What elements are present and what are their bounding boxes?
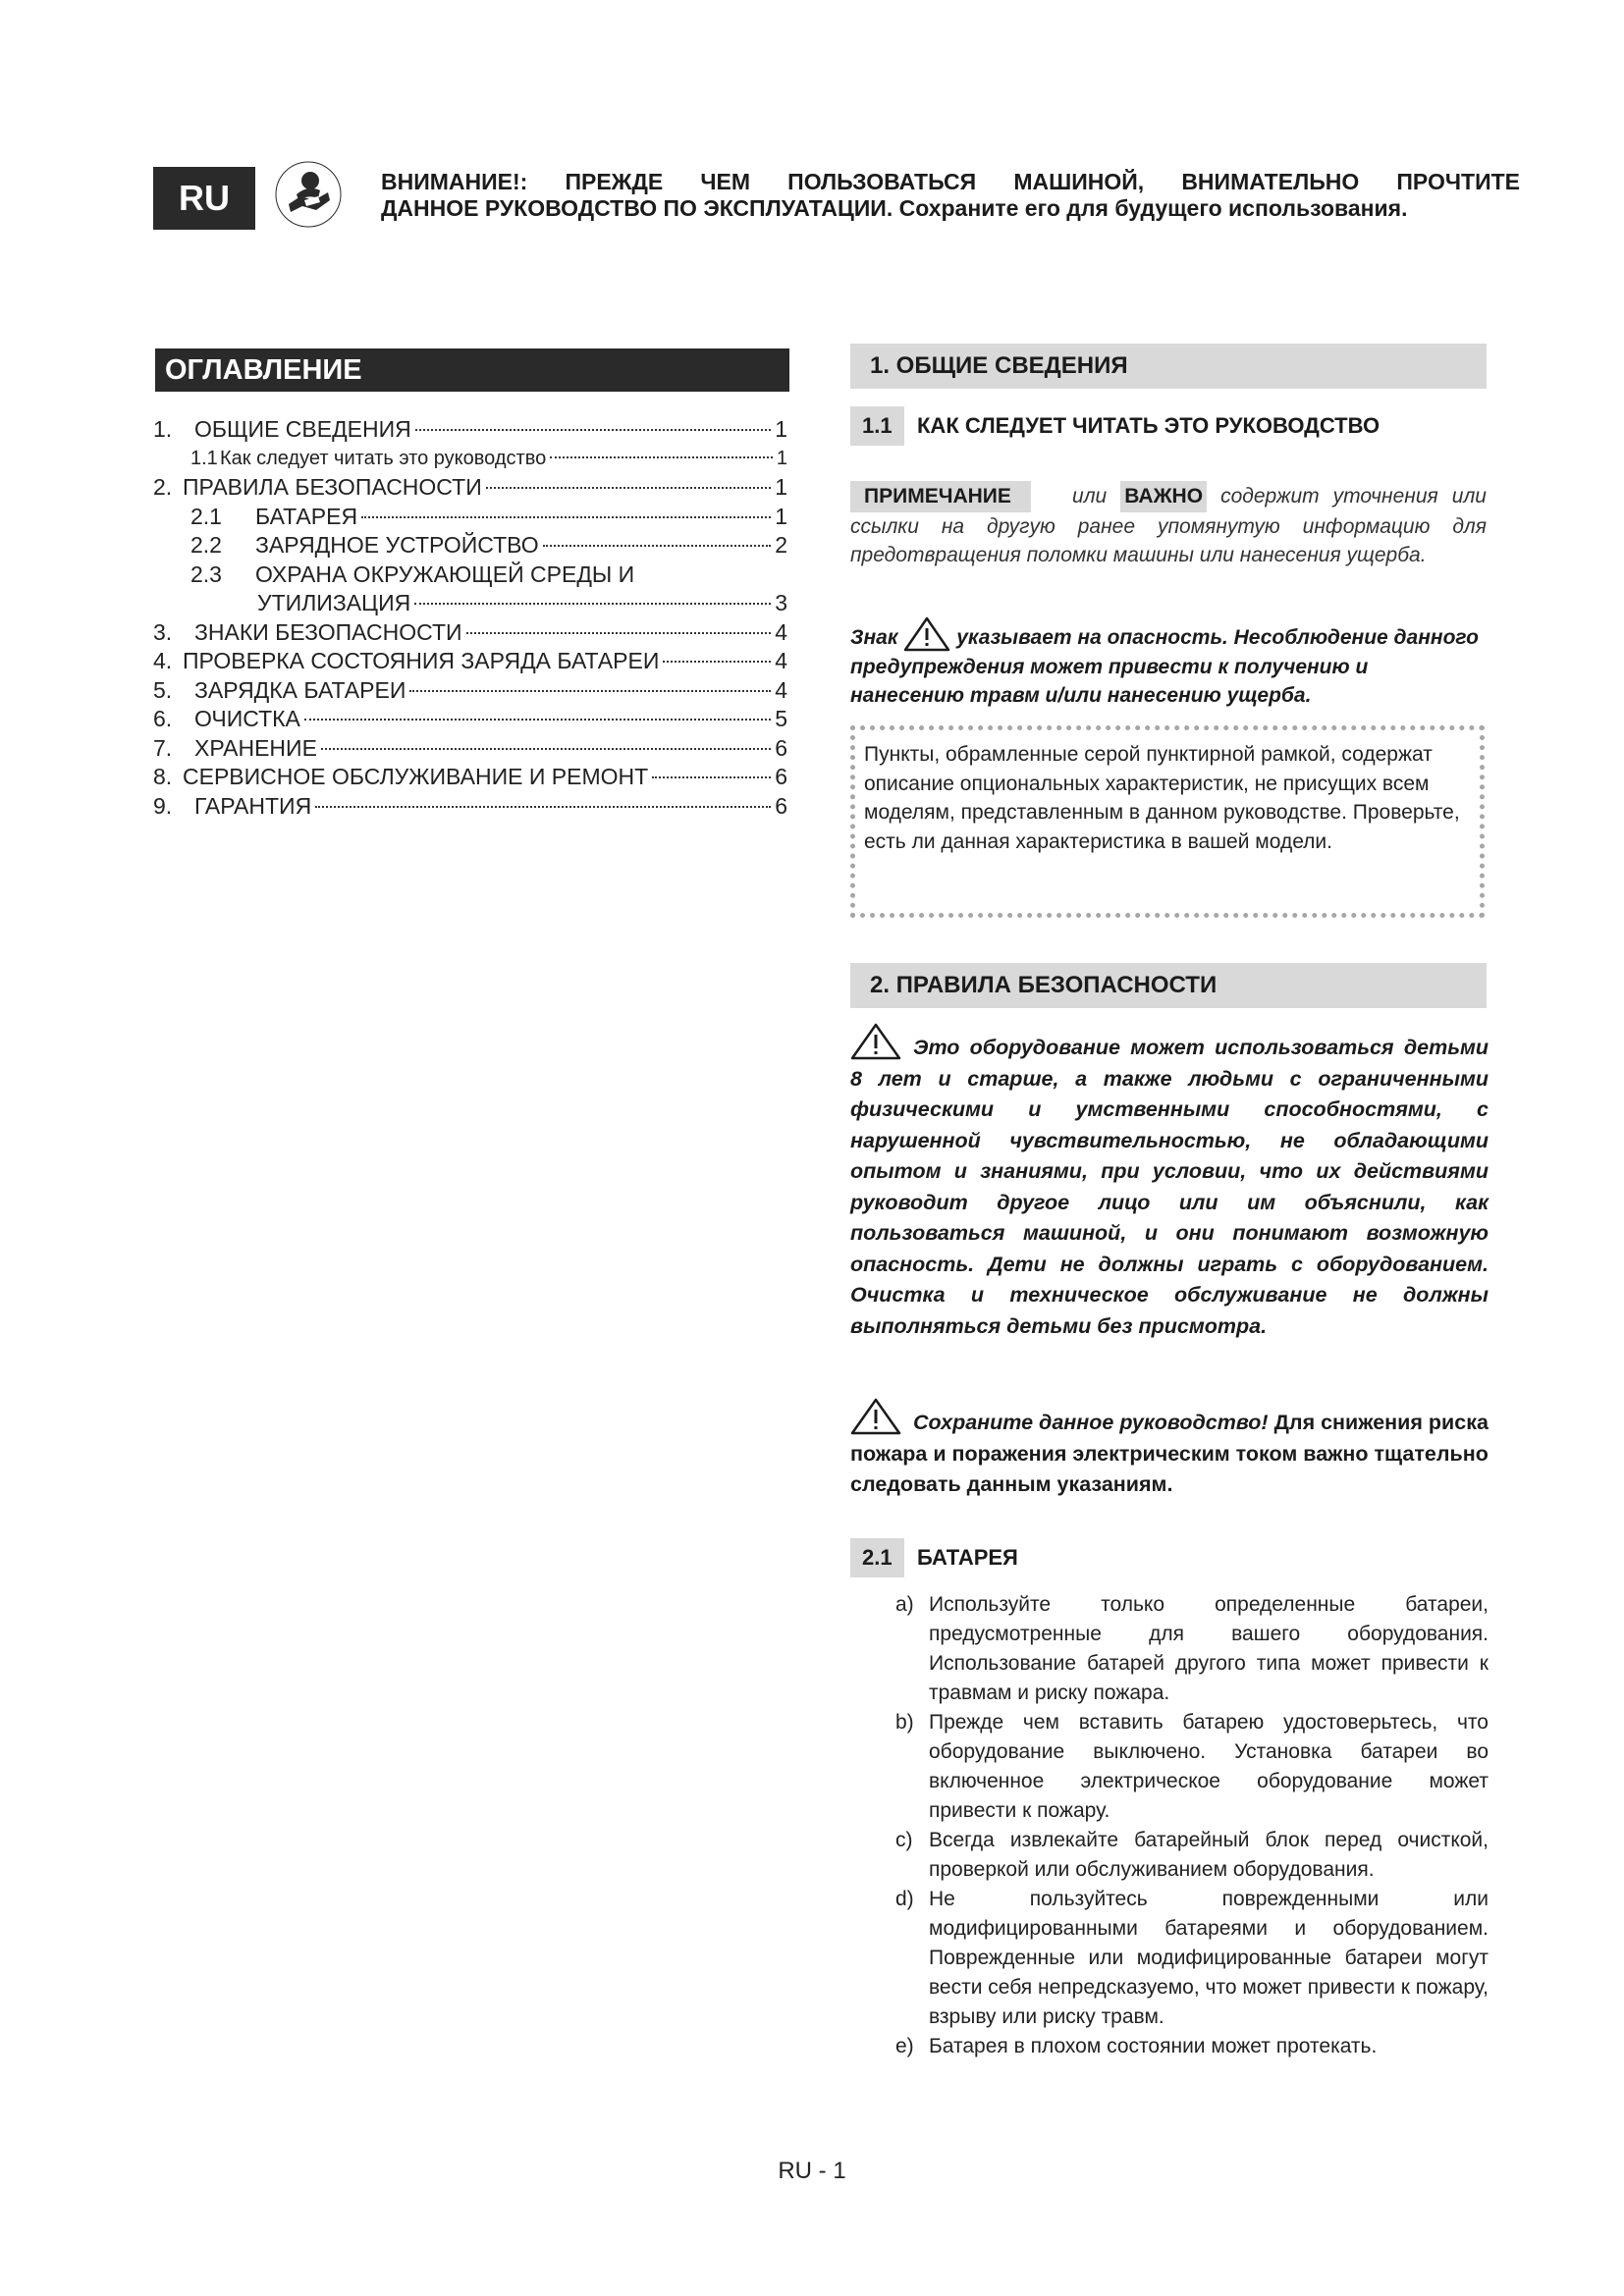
toc-item[interactable] <box>153 561 787 590</box>
toc-leader-dots <box>486 487 771 489</box>
note-text: содержит уточнения или ссылки на другую ранее упомянутую информацию для предотвращения поломки машины или нанесения ущерба. <box>850 485 1487 566</box>
language-badge: RU <box>153 167 255 230</box>
important-tag: ВАЖНО <box>1120 481 1207 512</box>
list-item-text: Батарея в плохом состоянии может протекать. <box>929 2035 1378 2057</box>
toc-item-number: 3. <box>153 618 173 645</box>
list-item <box>895 2032 1489 2061</box>
toc-item-number: 9. <box>153 792 173 819</box>
toc-item-number: 8. <box>153 764 173 789</box>
list-item-text: Прежде чем вставить батарею удостоверьтесь, что оборудование выключено. Установка батареи во включенное электрическое оборудование может привести к пожару. <box>929 1711 1489 1822</box>
warning-triangle-icon <box>850 1023 901 1060</box>
subsection-1-1-number: 1.1 <box>850 406 904 446</box>
toc-item-page: 1 <box>776 447 787 469</box>
warning-title-line1: ВНИМАНИЕ!: ПРЕЖДЕ ЧЕМ ПОЛЬЗОВАТЬСЯ МАШИНОЙ, ВНИМАТЕЛЬНО ПРОЧТИТЕ <box>381 169 1520 194</box>
toc-item-number: 4. <box>153 648 173 673</box>
optional-feature-text: Пункты, обрамленные серой пунктирной рамкой, содержат описание опциональных характеристик, не присущих всем моделям, представленным в данном руководстве. Проверьте, есть ли данная характеристика в вашей модели. <box>864 743 1460 853</box>
toc-item-number: 2.3 <box>190 561 222 587</box>
toc-item-page: 5 <box>775 706 787 731</box>
toc-item[interactable] <box>153 445 787 474</box>
toc-leader-dots <box>550 456 773 458</box>
toc-item[interactable] <box>153 415 787 445</box>
toc-item[interactable] <box>153 734 787 764</box>
toc-item-page: 1 <box>775 416 787 442</box>
save-manual-text: Для снижения риска пожара и поражения электрическим током важно тщательно следовать данным указаниям. <box>850 1411 1489 1496</box>
toc-leader-dots <box>315 806 771 808</box>
toc-leader-dots <box>304 719 771 721</box>
toc-title: ОГЛАВЛЕНИЕ <box>155 348 789 392</box>
toc-item-page: 6 <box>775 764 787 789</box>
toc-item-label: ОЧИСТКА <box>194 706 300 731</box>
children-usage-warning <box>850 1023 1489 1342</box>
note-paragraph <box>850 481 1487 569</box>
toc-item[interactable] <box>153 792 787 822</box>
toc-item-page: 6 <box>775 734 787 761</box>
list-item-text: Не пользуйтесь поврежденными или модифицированными батареями и оборудованием. Поврежденные или модифицированные батареи могут вести себя непредсказуемо, что может привести к пожару, взрыву или риску травм. <box>929 1888 1489 2028</box>
warning-title-line2: ДАННОЕ РУКОВОДСТВО ПО ЭКСПЛУАТАЦИИ. Сохраните его для будущего использования. <box>381 195 1408 221</box>
toc-item-label: ЗАРЯДКА БАТАРЕИ <box>194 676 406 703</box>
warning-triangle-icon <box>850 1398 901 1435</box>
children-usage-warning-text: Это оборудование может использоваться детьми 8 лет и старше, а также людьми с ограниченными физическими и умственными способностями, с нарушенной чувствительностью, не обладающими опытом и знаниями, при условии, что их действиями руководит другое лицо или им объяснили, как пользоваться машиной, и они понимают возможную опасность. Дети не должны играть с оборудованием. Очистка и техническое обслуживание не должны выполняться детьми без присмотра. <box>850 1036 1489 1338</box>
toc-leader-dots <box>466 632 772 634</box>
toc-leader-dots <box>361 516 771 518</box>
list-item <box>895 1590 1489 1708</box>
toc-item-number: 7. <box>153 734 173 761</box>
list-item <box>895 1826 1489 1885</box>
toc-leader-dots <box>321 748 771 750</box>
list-item-text: Используйте только определенные батареи, предусмотренные для вашего оборудования. Использование батарей другого типа может привести к травмам и риску пожара. <box>929 1593 1489 1704</box>
toc-item-label: ПРОВЕРКА СОСТОЯНИЯ ЗАРЯДА БАТАРЕИ <box>183 648 660 673</box>
list-item <box>895 1708 1489 1826</box>
toc-leader-dots <box>414 603 771 605</box>
toc-item-page: 4 <box>775 618 787 645</box>
save-manual-lead: Сохраните данное руководство! <box>913 1411 1269 1434</box>
toc-item-label: ПРАВИЛА БЕЗОПАСНОСТИ <box>183 474 482 500</box>
toc-item-number: 6. <box>153 706 173 731</box>
toc-item-number: 2.1 <box>190 503 222 529</box>
subsection-1-1-title: КАК СЛЕДУЕТ ЧИТАТЬ ЭТО РУКОВОДСТВО <box>917 413 1380 438</box>
toc-item-label: ОХРАНА ОКРУЖАЮЩЕЙ СРЕДЫ И <box>255 561 635 587</box>
toc-leader-dots <box>409 690 771 692</box>
toc-item-label: ХРАНЕНИЕ <box>194 734 317 761</box>
toc-item-page: 4 <box>775 676 787 703</box>
toc-item[interactable] <box>153 705 787 734</box>
subsection-2-1-title: БАТАРЕЯ <box>917 1545 1018 1570</box>
toc-item[interactable] <box>153 647 787 676</box>
toc-item-number: 2.2 <box>190 532 222 558</box>
section-2-heading: 2. ПРАВИЛА БЕЗОПАСНОСТИ <box>850 963 1487 1008</box>
subsection-2-1-number: 2.1 <box>850 1538 904 1577</box>
toc-item[interactable] <box>153 531 787 561</box>
toc-item[interactable] <box>153 503 787 532</box>
toc-item-number: 1.1 <box>190 447 218 469</box>
toc-item-number: 2. <box>153 474 173 500</box>
toc-item-label: ГАРАНТИЯ <box>194 792 312 819</box>
page-number: RU - 1 <box>778 2158 846 2184</box>
list-item-letter: d) <box>895 1888 914 1910</box>
toc-item-number: 1. <box>153 416 173 442</box>
toc-item-label: ЗАРЯДНОЕ УСТРОЙСТВО <box>255 532 539 558</box>
danger-sign-paragraph <box>850 616 1487 711</box>
toc-item-page: 4 <box>775 648 787 673</box>
section-1-heading: 1. ОБЩИЕ СВЕДЕНИЯ <box>850 344 1487 389</box>
toc-item-page: 3 <box>775 590 787 615</box>
toc-item-page: 2 <box>775 532 787 558</box>
list-item-letter: a) <box>895 1593 914 1616</box>
toc-item[interactable] <box>153 676 787 706</box>
list-item-letter: b) <box>895 1711 914 1734</box>
toc-leader-dots <box>543 545 772 547</box>
toc-item[interactable] <box>153 473 787 503</box>
toc-item-label: Как следует читать это руководство <box>220 447 547 469</box>
toc-item-continuation[interactable] <box>153 589 787 618</box>
warning-triangle-icon <box>903 616 950 652</box>
list-item-text: Всегда извлекайте батарейный блок перед очисткой, проверкой или обслуживанием оборудования. <box>929 1829 1489 1881</box>
toc-item-label: ОБЩИЕ СВЕДЕНИЯ <box>194 416 411 442</box>
list-item-letter: c) <box>895 1829 913 1851</box>
save-manual-warning <box>850 1398 1489 1501</box>
note-tag: ПРИМЕЧАНИЕ <box>850 481 1031 512</box>
list-item <box>895 1885 1489 2032</box>
read-manual-icon <box>275 161 342 228</box>
toc-item-label: ЗНАКИ БЕЗОПАСНОСТИ <box>194 618 462 645</box>
toc-item-page: 1 <box>775 474 787 500</box>
toc-item-page: 1 <box>775 503 787 529</box>
toc-item-page: 6 <box>775 792 787 819</box>
toc-item-number: 5. <box>153 676 173 703</box>
toc-item[interactable] <box>153 618 787 648</box>
note-or: или <box>1072 485 1108 507</box>
list-item-letter: e) <box>895 2035 914 2057</box>
battery-rules-list <box>895 1590 1489 2061</box>
toc-leader-dots <box>663 661 771 663</box>
sign-text: указывает на опасность. Несоблюдение данного предупреждения может привести к получению и нанесению травм и/или нанесению ущерба. <box>850 626 1479 707</box>
sign-word: Знак <box>850 626 898 649</box>
toc-leader-dots <box>652 776 771 778</box>
toc-item-label: СЕРВИСНОЕ ОБСЛУЖИВАНИЕ И РЕМОНТ <box>183 764 649 789</box>
toc-list <box>153 415 787 821</box>
toc-leader-dots <box>415 429 771 431</box>
toc-item-label: УТИЛИЗАЦИЯ <box>257 590 411 615</box>
toc-item-label: БАТАРЕЯ <box>255 503 358 529</box>
toc-item[interactable] <box>153 763 787 792</box>
